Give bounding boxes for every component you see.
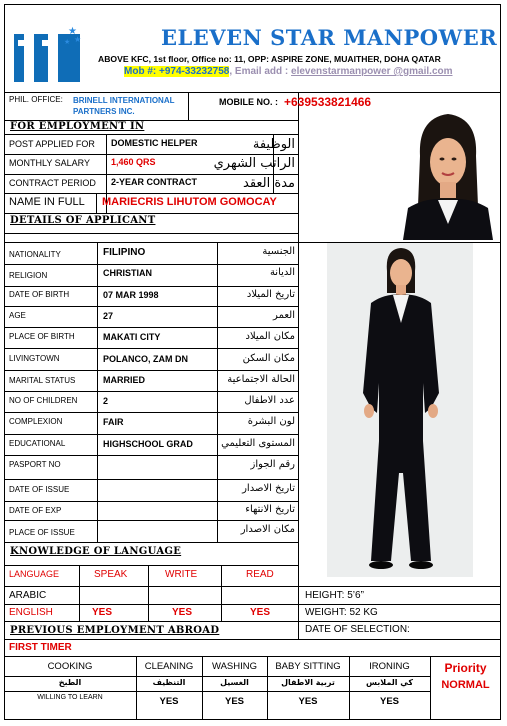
monthly-salary-value: 1,460 QRS: [111, 157, 156, 167]
monthly-salary-label: MONTHLY SALARY: [9, 158, 91, 168]
language-english-write: YES: [172, 607, 193, 618]
place-of-birth-arabic: مكان الميلاد: [245, 331, 295, 342]
company-logo: [12, 22, 84, 84]
skill-value-washing: YES: [224, 696, 244, 707]
religion-arabic: الديانة: [269, 267, 295, 278]
contract-period-label: CONTRACT PERIOD: [9, 178, 96, 188]
dob-arabic: تاريخ الميلاد: [246, 289, 295, 300]
livingtown-label: LIVINGTOWN: [9, 354, 60, 363]
religion-value: CHRISTIAN: [103, 268, 152, 278]
headshot-photo: [398, 96, 498, 240]
full-name-label: NAME IN FULL: [9, 196, 85, 208]
company-address: ABOVE KFC, 1st floor, Office no: 11, OPP: ASPIRE ZONE, MUAITHER, DOHA QATAR: [98, 54, 441, 64]
language-english-row: ENGLISH: [9, 607, 53, 618]
date-of-exp-arabic: تاريخ الانتهاء: [245, 504, 295, 515]
place-of-birth-label: PLACE OF BIRTH: [9, 332, 75, 341]
email-label: , Email add :: [229, 66, 289, 77]
contact-line: [124, 67, 453, 77]
date-of-issue-label: DATE OF ISSUE: [9, 485, 70, 494]
place-of-birth-value: MAKATI CITY: [103, 332, 161, 342]
date-of-issue-arabic: تاريخ الاصدار: [242, 483, 295, 494]
language-english-read: YES: [250, 607, 271, 618]
mobile-label: MOBILE NO. :: [219, 97, 278, 107]
priority-value: NORMAL: [441, 679, 490, 691]
monthly-salary-arabic: الراتب الشهري: [213, 156, 295, 171]
skill-arabic-baby-sitting: تربية الاطفال: [281, 678, 335, 687]
email-address[interactable]: elevenstarmanpower @gmail.com: [291, 66, 453, 77]
svg-text:★: ★: [68, 26, 77, 37]
skill-arabic-cooking: الطبخ: [58, 678, 82, 687]
place-of-issue-label: PLACE OF ISSUE: [9, 528, 75, 537]
contract-period-arabic: مدة العقد: [243, 176, 295, 191]
skill-header-baby-sitting: BABY SITTING: [275, 661, 341, 672]
skill-arabic-washing: الغسيل: [220, 678, 249, 687]
nationality-value: FILIPINO: [103, 247, 146, 258]
skill-header-cleaning: CLEANING: [144, 661, 194, 672]
post-applied-arabic: الوظيفة: [252, 137, 295, 152]
complexion-arabic: لون البشرة: [247, 416, 295, 427]
weight-value: WEIGHT: 52 KG: [305, 607, 378, 618]
details-section-title: DETAILS OF APPLICANT: [10, 215, 156, 226]
religion-label: RELIGION: [9, 271, 48, 280]
employment-section-title: FOR EMPLOYMENT IN: [10, 121, 145, 132]
mobile-number: Mob #: +974-33232758: [124, 66, 230, 77]
children-value: 2: [103, 396, 109, 406]
skill-arabic-ironing: كي الملابس: [365, 678, 414, 687]
children-arabic: عدد الاطفال: [244, 395, 295, 406]
company-name: ELEVEN STAR MANPOWER: [161, 25, 498, 50]
previous-employment-title: PREVIOUS EMPLOYMENT ABROAD: [10, 625, 220, 636]
full-name-value: MARIECRIS LIHUTOM GOMOCAY: [102, 196, 277, 208]
dob-value: 07 MAR 1998: [103, 290, 159, 300]
language-header-language: LANGUAGE: [9, 569, 60, 579]
skill-header-ironing: IRONING: [369, 661, 410, 672]
marital-status-label: MARITAL STATUS: [9, 376, 76, 385]
previous-employment-value: FIRST TIMER: [9, 642, 72, 653]
phil-office-value: BRINELL INTERNATIONAL PARTNERS INC.: [73, 96, 175, 116]
phil-office-label: PHIL. OFFICE:: [9, 95, 63, 104]
date-of-exp-label: DATE OF EXP: [9, 506, 62, 515]
language-arabic-row: ARABIC: [9, 590, 47, 601]
language-header-speak: SPEAK: [94, 569, 128, 580]
nationality-arabic: الجنسية: [262, 246, 295, 257]
svg-text:★: ★: [74, 35, 82, 44]
mobile-value: +639533821466: [284, 95, 372, 109]
height-value: HEIGHT: 5’6”: [305, 590, 364, 601]
skill-header-washing: WASHING: [211, 661, 258, 672]
post-applied-label: POST APPLIED FOR: [9, 139, 95, 149]
livingtown-value: POLANCO, ZAM DN: [103, 354, 188, 364]
skill-arabic-cleaning: التنظيف: [152, 678, 186, 687]
age-value: 27: [103, 311, 114, 321]
skill-value-cleaning: YES: [159, 696, 179, 707]
educational-value: HIGHSCHOOL GRAD: [103, 439, 193, 449]
language-header-read: READ: [246, 569, 274, 580]
skill-header-cooking: COOKING: [47, 661, 93, 672]
skill-value-ironing: YES: [379, 696, 399, 707]
livingtown-arabic: مكان السكن: [242, 353, 295, 364]
priority-label: Priority: [444, 661, 487, 675]
dob-label: DATE OF BIRTH: [9, 290, 70, 299]
age-label: AGE: [9, 311, 26, 320]
fullbody-photo: [327, 243, 473, 577]
language-english-speak: YES: [92, 607, 113, 618]
language-header-write: WRITE: [165, 569, 198, 580]
language-section-title: KNOWLEDGE OF LANGUAGE: [10, 546, 182, 557]
complexion-label: COMPLEXION: [9, 417, 63, 426]
date-of-selection-label: DATE OF SELECTION:: [305, 624, 410, 635]
skill-value-baby-sitting: YES: [298, 696, 318, 707]
age-arabic: العمر: [273, 310, 295, 321]
skill-value-cooking: WILLING TO LEARN: [37, 694, 103, 701]
nationality-label: NATIONALITY: [9, 250, 61, 259]
marital-status-value: MARRIED: [103, 375, 145, 385]
svg-text:★: ★: [64, 38, 71, 46]
educational-arabic: المستوى التعليمي: [221, 438, 295, 449]
contract-period-value: 2-YEAR CONTRACT: [111, 177, 198, 187]
complexion-value: FAIR: [103, 417, 124, 427]
post-applied-value: DOMESTIC HELPER: [111, 138, 198, 148]
passport-no-label: PASPORT NO: [9, 460, 61, 469]
children-label: NO OF CHILDREN: [9, 396, 78, 405]
marital-status-arabic: الحالة الاجتماعية: [227, 374, 295, 385]
passport-no-arabic: رقم الجواز: [250, 459, 295, 470]
educational-label: EDUCATIONAL: [9, 439, 66, 448]
place-of-issue-arabic: مكان الاصدار: [240, 524, 295, 535]
